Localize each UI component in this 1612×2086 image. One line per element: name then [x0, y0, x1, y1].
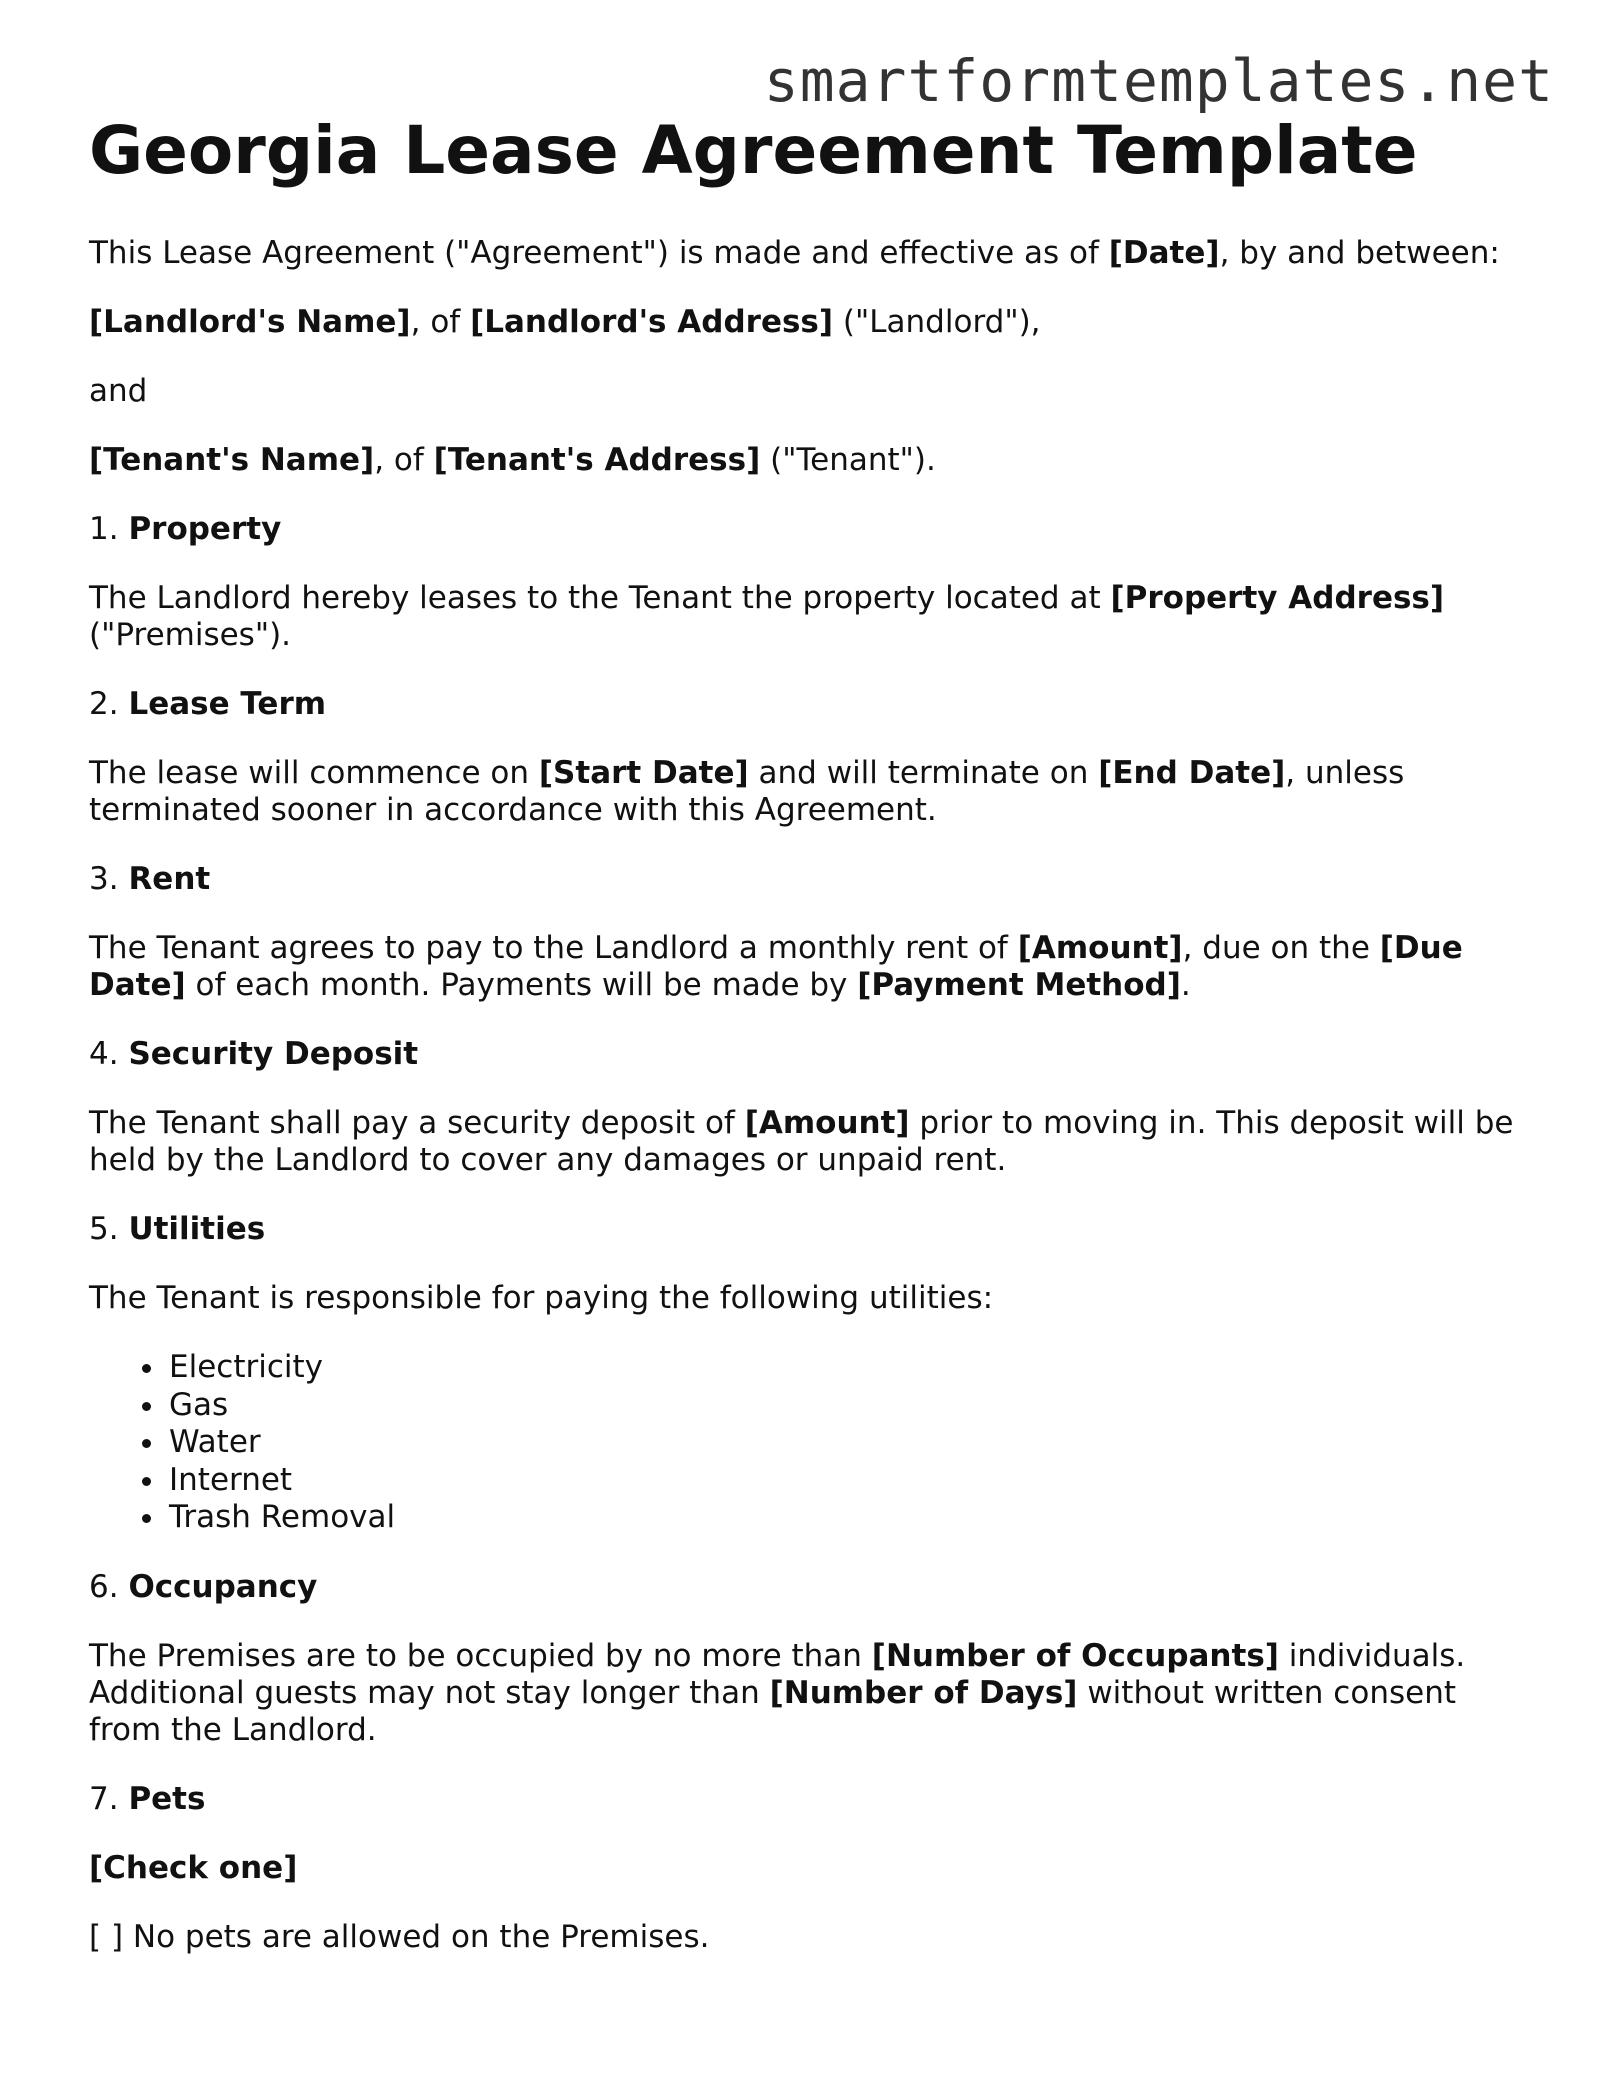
intro-text-end: , by and between: [1219, 235, 1500, 271]
landlord-line [89, 304, 1529, 341]
landlord-name-placeholder: [Landlord's Name] [89, 304, 411, 340]
check-one-text: [Check one] [89, 1849, 298, 1886]
intro-paragraph [89, 235, 1529, 272]
section-title: Occupancy [128, 1568, 318, 1605]
landlord-address-placeholder: [Landlord's Address] [470, 304, 834, 340]
property-paragraph [89, 580, 1529, 654]
property-text-end: ("Premises"). [89, 617, 292, 653]
section-heading-occupancy [89, 1569, 1529, 1606]
section-number: 7. [89, 1780, 119, 1817]
occupancy-text: individuals. Additional guests may not stay longer than [89, 1637, 1466, 1711]
section-number: 2. [89, 686, 119, 722]
lease-term-text: , unless terminated sooner in accordance with this Agreement. [89, 755, 1405, 828]
tenant-suffix: ("Tenant"). [760, 442, 936, 478]
intro-text: This Lease Agreement ("Agreement") is made and effective as of [89, 235, 1109, 271]
occupancy-text: The Premises are to be occupied by no more than [89, 1637, 872, 1674]
start-date-placeholder: [Start Date] [538, 755, 749, 791]
document-page [89, 110, 1529, 1956]
tenant-address-placeholder: [Tenant's Address] [433, 442, 761, 478]
section-title: Utilities [128, 1211, 266, 1247]
lease-term-paragraph [89, 755, 1529, 829]
section-heading-pets [89, 1781, 1529, 1818]
utilities-list [89, 1349, 1529, 1537]
rent-text: of each month. Payments will be made by [185, 967, 858, 1003]
lease-term-text: The lease will commence on [89, 755, 539, 791]
section-number: 4. [89, 1036, 119, 1072]
rent-text: . [1180, 967, 1191, 1003]
security-deposit-paragraph [89, 1105, 1529, 1179]
payment-method-placeholder: [Payment Method] [857, 967, 1181, 1003]
page-title: Georgia Lease Agreement Template [89, 112, 1418, 189]
section-number: 5. [89, 1211, 119, 1247]
days-placeholder: [Number of Days] [769, 1674, 1078, 1711]
list-item: • Trash Removal [167, 1499, 1529, 1537]
section-number: 6. [89, 1568, 119, 1605]
lease-term-text: and will terminate on [748, 755, 1099, 791]
list-item: • Internet [167, 1462, 1529, 1500]
section-heading-property [89, 511, 1529, 548]
section-title: Security Deposit [128, 1036, 419, 1072]
section-heading-security-deposit [89, 1036, 1529, 1073]
deposit-text: prior to moving in. This deposit will be held by the Landlord to cover any damages or unpaid rent. [89, 1105, 1514, 1178]
check-one-label [89, 1850, 1529, 1887]
rent-amount-placeholder: [Amount] [1017, 930, 1183, 966]
tenant-name-placeholder: [Tenant's Name] [89, 442, 375, 478]
section-title: Pets [128, 1780, 206, 1817]
rent-text: , due on the [1182, 930, 1380, 966]
watermark: smartformtemplates.net [763, 47, 1554, 115]
utilities-paragraph: The Tenant is responsible for paying the following utilities: [89, 1280, 994, 1316]
date-placeholder: [Date] [1108, 235, 1220, 271]
list-item: • Gas [167, 1387, 1529, 1425]
section-number: 3. [89, 861, 119, 897]
occupants-placeholder: [Number of Occupants] [871, 1637, 1279, 1674]
section-title: Property [128, 511, 282, 547]
section-heading-rent [89, 861, 1529, 898]
deposit-text: The Tenant shall pay a security deposit of [89, 1105, 745, 1141]
property-address-placeholder: [Property Address] [1110, 580, 1445, 616]
and-text: and [89, 373, 148, 409]
section-heading-utilities [89, 1211, 1529, 1248]
deposit-amount-placeholder: [Amount] [744, 1105, 910, 1141]
end-date-placeholder: [End Date] [1098, 755, 1286, 791]
section-number: 1. [89, 511, 119, 547]
no-pets-option: [ ] No pets are allowed on the Premises. [89, 1918, 710, 1955]
landlord-of: , of [410, 304, 471, 340]
section-title: Rent [128, 861, 211, 897]
rent-paragraph [89, 930, 1529, 1004]
list-item: • Water [167, 1424, 1529, 1462]
occupancy-text: without written consent from the Landlord. [89, 1674, 1456, 1748]
section-title: Lease Term [128, 686, 327, 722]
tenant-of: , of [374, 442, 434, 478]
list-item: • Electricity [167, 1349, 1529, 1387]
section-heading-lease-term [89, 686, 1529, 723]
occupancy-paragraph [89, 1638, 1529, 1749]
landlord-suffix: ("Landlord"), [833, 304, 1041, 340]
rent-text: The Tenant agrees to pay to the Landlord a monthly rent of [89, 930, 1018, 966]
property-text: The Landlord hereby leases to the Tenant the property located at [89, 580, 1111, 616]
due-date-placeholder: [Due Date] [89, 930, 1463, 1003]
tenant-line [89, 442, 1529, 479]
